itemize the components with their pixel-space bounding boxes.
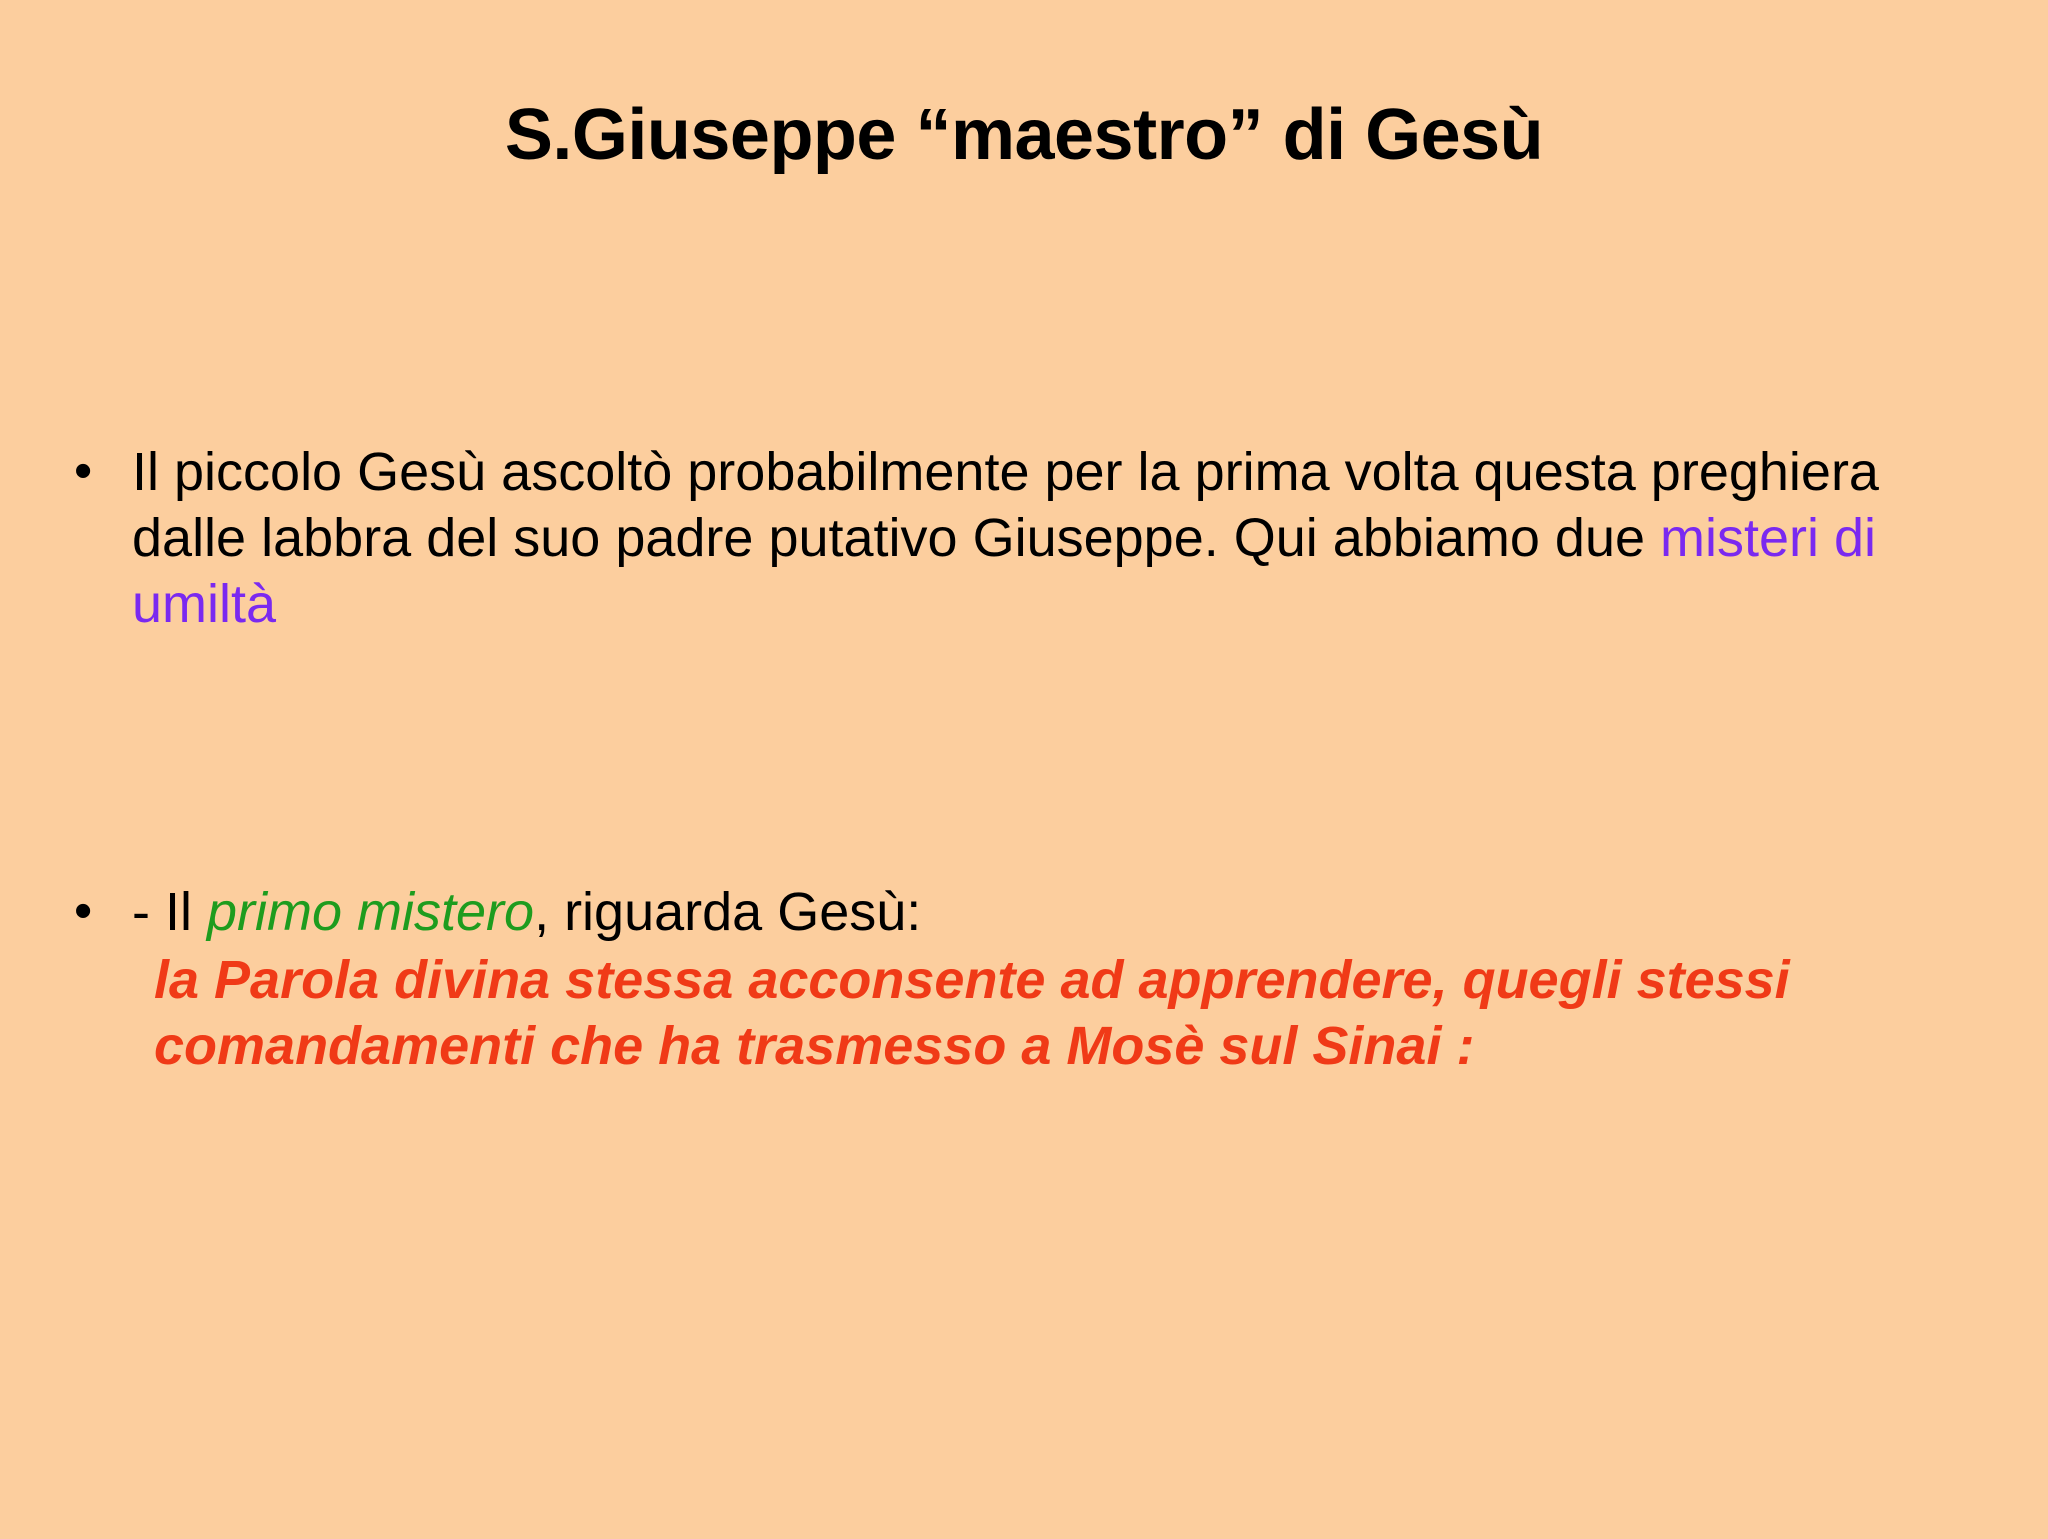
paragraph-1-part1: Il piccolo Gesù ascoltò probabilmente per la prima volta questa preghiera dalle labbra del suo padre putativo Giuseppe. Qui abbiamo due xyxy=(132,442,1879,568)
paragraph-1-highlight: misteri di umiltà xyxy=(132,507,1877,634)
bullet-marker-icon: • xyxy=(74,442,93,500)
bullet-marker-icon: • xyxy=(74,882,93,940)
paragraph-2-line1 xyxy=(132,880,1940,946)
paragraph-2-emphasis: primo mistero xyxy=(207,882,535,942)
paragraph-block-2 xyxy=(60,880,1940,1080)
paragraph-2-text xyxy=(132,880,1940,1080)
paragraph-2-lead: - Il xyxy=(132,882,207,942)
page-title: S.Giuseppe “maestro” di Gesù xyxy=(504,95,1544,175)
paragraph-2-red-text: la Parola divina stessa acconsente ad apprendere, quegli stessi comandamenti che ha trasmesso a Mosè sul Sinai : xyxy=(154,949,1790,1076)
list-item xyxy=(60,880,1940,1080)
paragraph-block-1 xyxy=(60,440,1940,638)
paragraph-2-tail: , riguarda Gesù: xyxy=(534,882,922,942)
paragraph-1-text xyxy=(132,440,1940,638)
list-item xyxy=(60,440,1940,638)
